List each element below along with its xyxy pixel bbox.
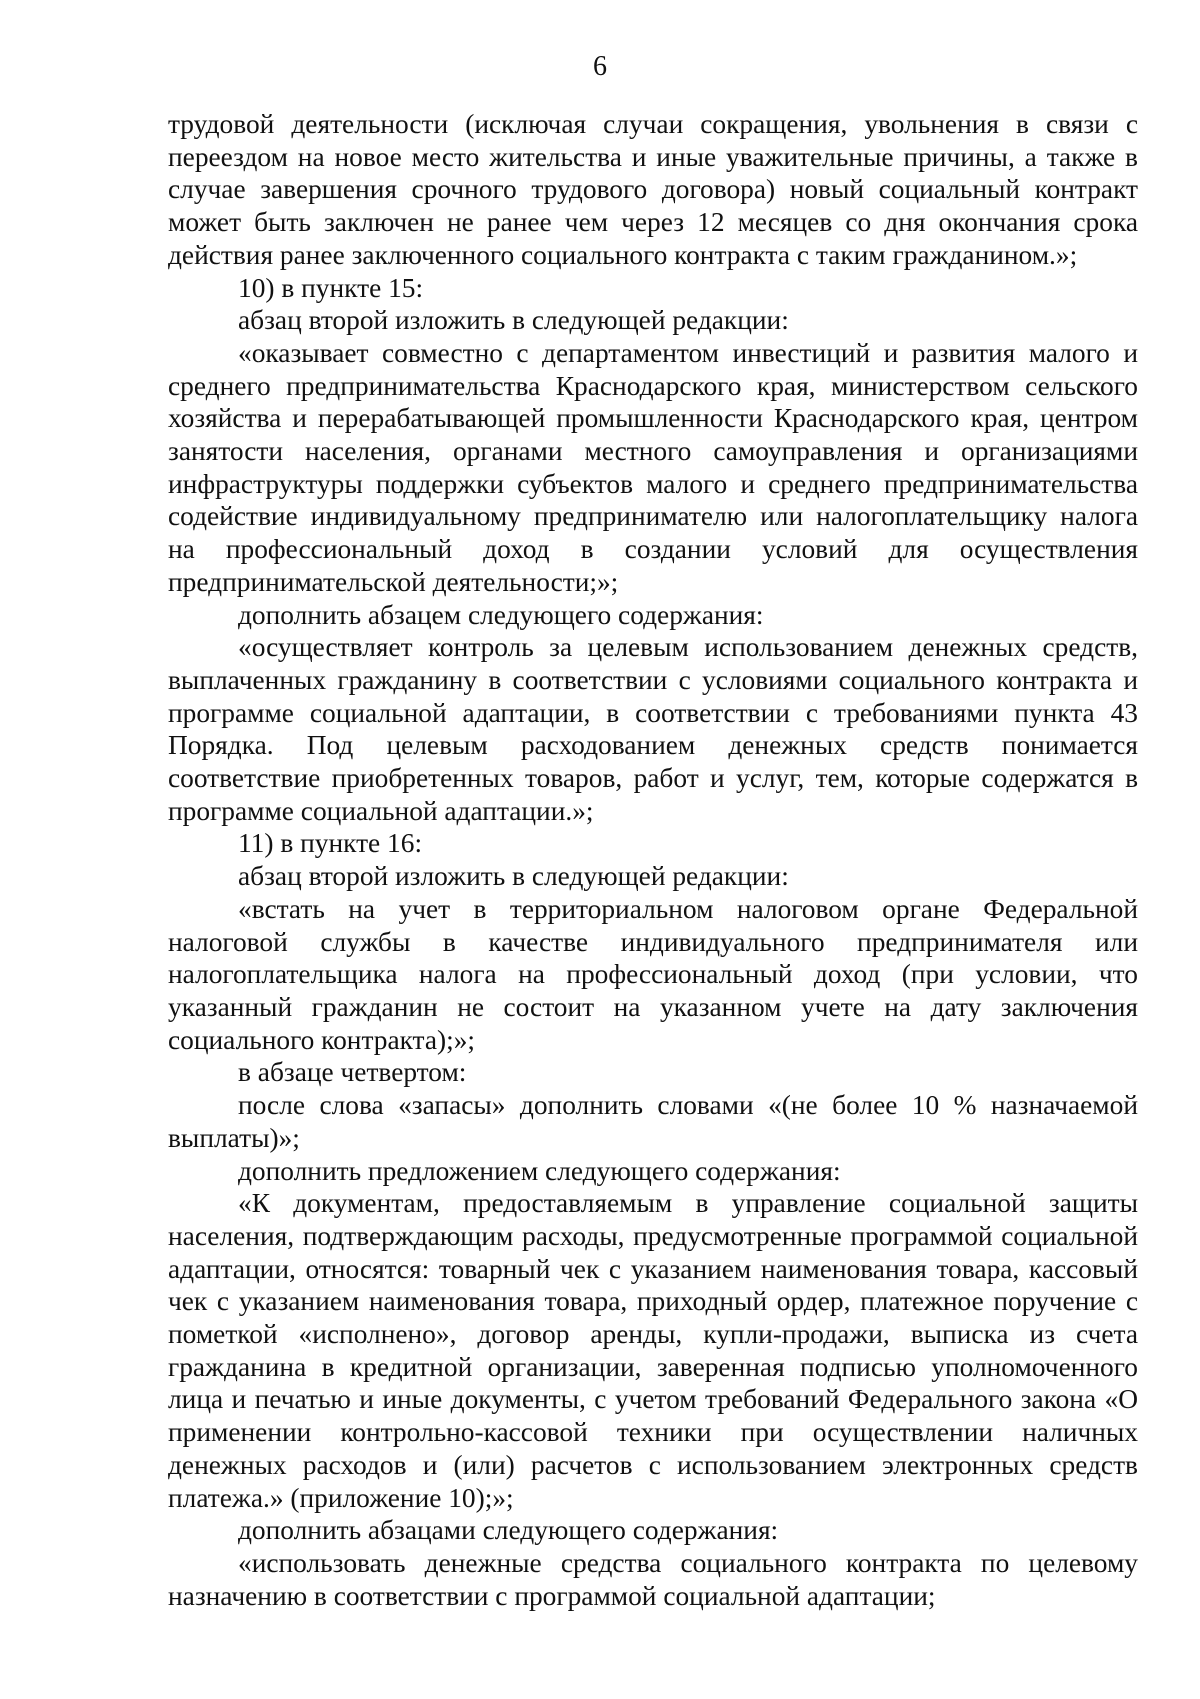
paragraph-item-10: 10) в пункте 15: [238, 272, 424, 303]
paragraph-quote: «встать на учет в территориальном налоговом органе Федеральной налоговой службы в качестве индивидуального предпринимателя или налогоплательщика налога на профессиональный доход (при условии, что указанный гражданин не состоит на указанном учете на дату заключения социального контракта);»; [168, 893, 1138, 1055]
paragraph-instruction: после слова «запасы» дополнить словами «(не более 10 % назначаемой выплаты)»; [168, 1090, 1138, 1153]
page-number: 6 [593, 51, 607, 82]
paragraph-item-11: 11) в пункте 16: [238, 828, 423, 859]
paragraph-continuation: трудовой деятельности (исключая случаи сокращения, увольнения в связи с переездом на новое место жительства и иные уважительные причины, а также в случае завершения срочного трудового договора) новый социальный контракт может быть заключен не ранее чем через 12 месяцев со дня окончания срока действия ранее заключенного социального контракта с таким гражданином.»; [168, 109, 1138, 270]
paragraph-quote: «К документам, предоставляемым в управление социальной защиты населения, подтверждающим расходы, предусмотренные программой социальной адаптации, относятся: товарный чек с указанием наименования товара, кассовый чек с указанием наименования товара, приходный ордер, платежное поручение с пометкой «исполнено», договор аренды, купли-продажи, выписка из счета гражданина в кредитной организации, заверенная подписью уполномоченного лица и печатью и иные документы, с учетом требований Федерального закона «О применении контрольно-кассовой техники при осуществлении наличных денежных расходов и (или) расчетов с использованием электронных средств платежа.» (приложение 10);»; [168, 1188, 1138, 1513]
paragraph-quote: «оказывает совместно с департаментом инвестиций и развития малого и среднего предпринимательства Краснодарского края, министерством сельского хозяйства и перерабатывающей промышленности Краснодарского края, центром занятости населения, органами местного самоуправления и организациями инфраструктуры поддержки субъектов малого и среднего предпринимательства содействие индивидуальному предпринимателю или налогоплательщику налога на профессиональный доход в создании условий для осуществления предпринимательской деятельности;»; [168, 337, 1138, 597]
paragraph-instruction: дополнить абзацем следующего содержания: [238, 599, 764, 630]
document-body [168, 108, 1138, 1612]
paragraph-instruction: абзац второй изложить в следующей редакции: [238, 305, 789, 336]
paragraph-instruction: дополнить предложением следующего содержания: [238, 1155, 841, 1186]
paragraph-instruction: дополнить абзацами следующего содержания: [238, 1515, 779, 1546]
paragraph-quote: «использовать денежные средства социального контракта по целевому назначению в соответствии с программой социальной адаптации; [168, 1547, 1138, 1611]
paragraph-instruction: в абзаце четвертом: [238, 1057, 467, 1088]
paragraph-quote: «осуществляет контроль за целевым использованием денежных средств, выплаченных гражданину в соответствии с условиями социального контракта и программе социальной адаптации, в соответствии с требованиями пункта 43 Порядка. Под целевым расходованием денежных средств понимается соответствие приобретенных товаров, работ и услуг, тем, которые содержатся в программе социальной адаптации.»; [168, 632, 1138, 826]
paragraph-instruction: абзац второй изложить в следующей редакции: [238, 861, 789, 892]
